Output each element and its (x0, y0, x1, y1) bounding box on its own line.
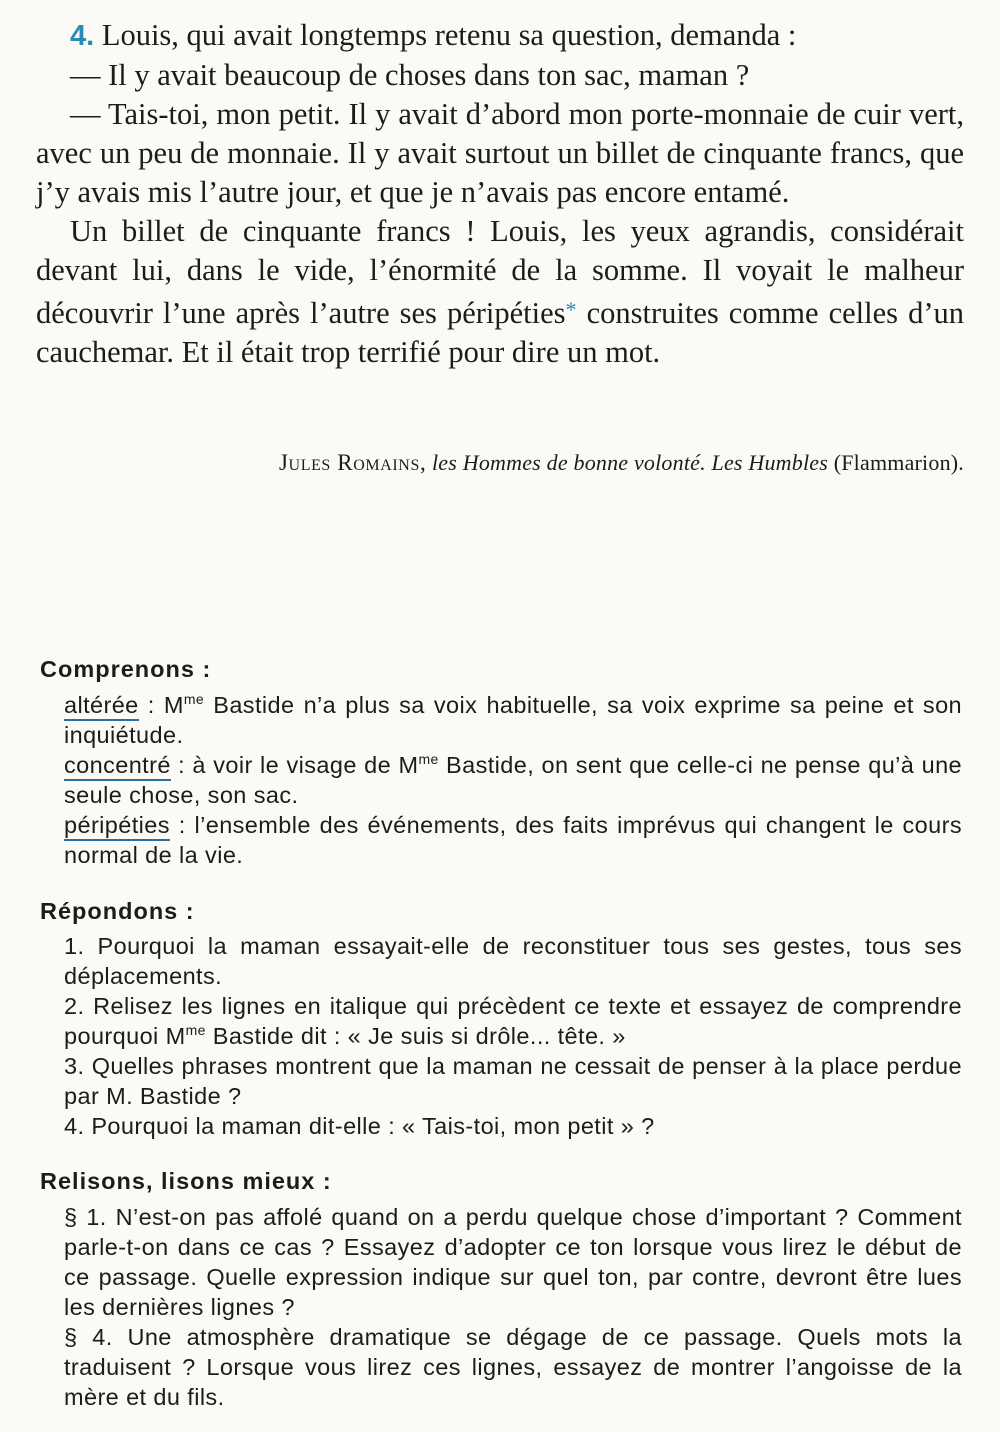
superscript: me (418, 751, 439, 767)
credit-author: Jules Romains, (278, 450, 427, 475)
source-credit (279, 450, 964, 476)
question-2 (64, 991, 962, 1051)
glossary-definition: : l’ensemble des événements, des faits imprévus qui changent le cours normal de la vie. (64, 812, 962, 868)
glossary-block (64, 690, 962, 870)
glossary-item (64, 750, 962, 810)
passage-line-1 (36, 16, 964, 56)
passage-line-1-text: Louis, qui avait longtemps retenu sa question, demanda : (101, 18, 797, 52)
superscript: me (183, 691, 205, 707)
glossary-item (64, 810, 962, 870)
glossary-term: péripéties (64, 812, 170, 841)
passage-line-2: — Il y avait beaucoup de choses dans ton sac, maman ? (70, 58, 750, 92)
glossary-definition: Bastide n’a plus sa voix habituelle, sa voix exprime sa peine et son inquiétude. (64, 692, 963, 748)
glossary-term: concentré (64, 752, 171, 781)
question-2-text-a: 2. Relisez les lignes en italique qui précèdent ce texte et essayez de comprendre pourquoi M (64, 993, 962, 1049)
glossary-text-pre: : M (138, 692, 184, 718)
credit-work: les Hommes de bonne volonté. Les Humbles (432, 450, 828, 475)
paragraph-number: 4. (70, 20, 95, 52)
question-4: 4. Pourquoi la maman dit-elle : « Tais-toi, mon petit » ? (64, 1113, 655, 1139)
passage-paragraph-4 (36, 212, 964, 372)
glossary-definition: Bastide, on sent que celle-ci ne pense qu’à une seule chose, son sac. (64, 752, 963, 808)
section-title-comprenons: Comprenons : (40, 656, 212, 682)
passage-paragraph-4-text-b: construites comme celles d’un cauchemar. Et il était trop terrifié pour dire un mot. (36, 296, 964, 369)
question-2-text-b: Bastide dit : « Je suis si drôle... tête. » (205, 1023, 626, 1049)
glossary-star-icon: * (565, 297, 577, 322)
passage-paragraph-3: — Tais-toi, mon petit. Il y avait d’abord mon porte-monnaie de cuir vert, avec un peu de monnaie. Il y avait surtout un billet de cinquante francs, que j’y avais mis l’autre jour, et que je n’avais pas encore entamé. (36, 97, 964, 209)
reading-block (64, 1202, 962, 1412)
section-title-relisons: Relisons, lisons mieux : (40, 1168, 332, 1194)
glossary-text-pre: : à voir le visage de M (170, 752, 419, 778)
passage-paragraph-4-text-a: Un billet de cinquante francs ! Louis, les yeux agrandis, considérait devant lui, dans le vide, l’énormité de la somme. Il voyait le malheur découvrir l’une après l’autre ses péripéties (36, 214, 964, 330)
literary-passage (36, 16, 964, 372)
glossary-term: altérée (64, 692, 139, 721)
credit-publisher: (Flammarion). (833, 450, 964, 475)
reading-paragraph-4: § 4. Une atmosphère dramatique se dégage de ce passage. Quels mots la traduisent ? Lorsque vous lirez ces lignes, essayez de montrer l’angoisse de la mère et du fils. (64, 1324, 962, 1410)
section-title-repondons: Répondons : (40, 898, 195, 924)
reading-paragraph-1: § 1. N’est-on pas affolé quand on a perdu quelque chose d’important ? Comment parle-t-on dans ce cas ? Essayez d’adopter ce ton lorsque vous lirez le début de ce passage. Quelle expression indique sur quel ton, par contre, devront être lues les dernières lignes ? (64, 1204, 962, 1320)
question-1: 1. Pourquoi la maman essayait-elle de reconstituer tous ses gestes, tous ses déplacements. (64, 933, 962, 989)
question-3: 3. Quelles phrases montrent que la maman ne cessait de penser à la place perdue par M. Bastide ? (64, 1053, 962, 1109)
superscript: me (185, 1022, 206, 1038)
glossary-item (64, 690, 962, 750)
questions-block (64, 931, 962, 1141)
